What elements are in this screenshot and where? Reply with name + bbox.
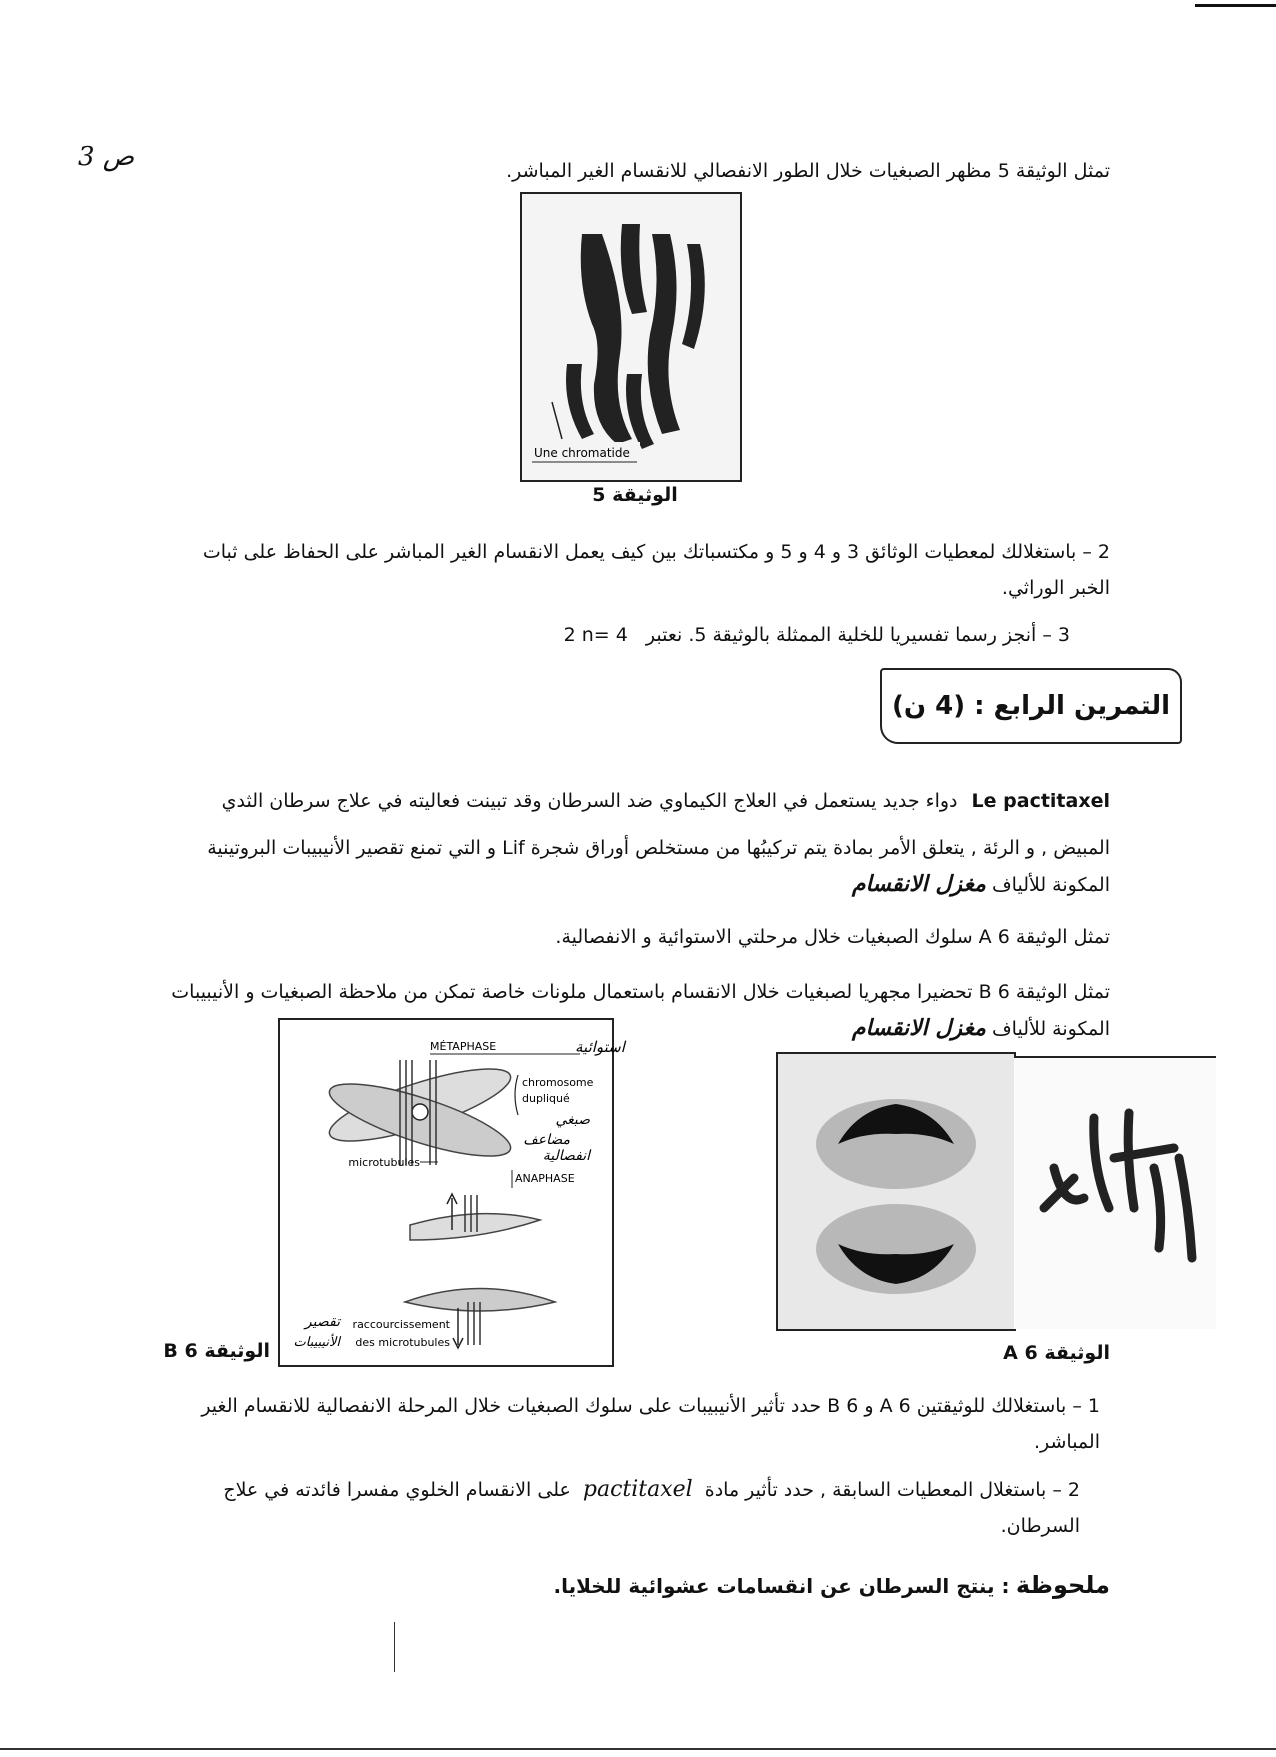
figure-6a-left-drawing <box>778 1054 1014 1329</box>
question-3-text: 3 – أنجز رسما تفسيريا للخلية الممثلة بالوثيقة 5. نعتبر <box>645 624 1070 646</box>
note-label: ملحوظة <box>1015 1571 1110 1599</box>
chromosome-ar-label-2: مضاعف <box>523 1132 570 1148</box>
duplique-label: dupliqué <box>522 1092 570 1105</box>
note <box>400 1568 1110 1603</box>
bottom-rule <box>0 1748 1276 1750</box>
doc5-intro-line: تمثل الوثيقة 5 مظهر الصبغيات خلال الطور الانفصالي للانقسام الغير المباشر. <box>506 160 1110 182</box>
chromosome-ar-label-1: صبغي <box>555 1112 590 1128</box>
question-2: 2 – باستغلالك لمعطيات الوثائق 3 و 4 و 5 و مكتسباتك بين كيف يعمل الانقسام الغير المباشر على الحفاظ على ثبات الخبر الوراثي. <box>202 541 1110 599</box>
exercise4-paragraph-2-text: المبيض , و الرئة , يتعلق الأمر بمادة يتم تركيبُها من مستخلص أوراق شجرة Lif و التي تمنع تقصير الأنيبيبات البروتينية المكونة للألياف <box>207 837 1110 896</box>
figure-6a-caption: الوثيقة 6 A <box>1003 1342 1110 1364</box>
figure-6a-right-drawing <box>1014 1058 1216 1329</box>
figure-6a-micrograph-left <box>776 1052 1016 1331</box>
figure-6b <box>278 1018 625 1367</box>
doc5-chromosome-drawing <box>522 194 740 480</box>
page-number: ص 3 <box>78 142 135 172</box>
pactitaxel-handwritten: pactitaxel <box>582 1477 693 1502</box>
figure-6a-micrograph-right <box>1014 1056 1216 1329</box>
question-3-value: 2 n= 4 <box>563 624 628 646</box>
spindle-handwritten-2: مغزل الانقسام <box>851 1015 986 1041</box>
question-6-1: 1 – باستغلالك للوثيقتين 6 A و 6 B حدد تأثير الأنيبيبات على سلوك الصبغيات خلال المرحلة الانفصالية للانقسام الغير المباشر. <box>201 1395 1100 1453</box>
pen-mark <box>394 1622 397 1672</box>
question-6-2-pre: 2 – باستغلال المعطيات السابقة , حدد تأثير مادة <box>704 1479 1080 1501</box>
exercise4-title-box <box>880 668 1182 744</box>
microtubules-label: microtubules <box>348 1156 420 1169</box>
duplicated-chromosome-shape <box>323 1055 517 1171</box>
top-rule <box>1195 4 1276 7</box>
exercise4-paragraph-1 <box>150 786 1110 816</box>
anaphase-chromatid-upper <box>410 1214 540 1240</box>
figure-6b-diagram <box>280 1020 625 1365</box>
doc5-micrograph <box>520 192 742 482</box>
exercise4-title: التمرين الرابع : (4 ن) <box>891 691 1170 721</box>
raccourcissement-label: raccourcissement <box>352 1318 450 1331</box>
exercise4-paragraph-3: تمثل الوثيقة 6 A سلوك الصبغيات خلال مرحلتي الاستوائية و الانفصالية. <box>555 926 1110 948</box>
metaphase-label: MÉTAPHASE <box>430 1040 497 1053</box>
exercise4-paragraph-4-text: تمثل الوثيقة 6 B تحضيرا مجهريا لصبغيات خلال الانقسام باستعمال ملونات خاصة تمكن من ملاحظة الصبغيات و الأنيبيبات المكونة للألياف <box>171 981 1110 1040</box>
shortening-ar-label-1: تقصير <box>304 1314 340 1330</box>
note-text: : ينتج السرطان عن انقسامات عشوائية للخلايا. <box>553 1574 1010 1598</box>
question-3 <box>550 620 1070 650</box>
anaphase-label: ANAPHASE <box>515 1172 575 1185</box>
doc5-chromatide-label: Une chromatide <box>534 446 630 460</box>
shortening-ar-label-2: الأنيبيبات <box>293 1335 340 1350</box>
doc5-caption: الوثيقة 5 <box>592 484 678 506</box>
exercise4-paragraph-1-text: دواء جديد يستعمل في العلاج الكيماوي ضد السرطان وقد تبينت فعاليته في علاج سرطان الثدي <box>221 790 958 812</box>
exercise4-paragraph-2 <box>150 830 1110 903</box>
spindle-handwritten-1: مغزل الانقسام <box>851 871 986 897</box>
metaphase-ar-label: استوائية <box>575 1038 625 1056</box>
figure-6b-caption: الوثيقة 6 B <box>163 1340 270 1362</box>
question-6-2-post: على الانقسام الخلوي مفسرا فائدته في علاج السرطان. <box>223 1479 1080 1537</box>
chromosome-label: chromosome <box>522 1076 594 1089</box>
anaphase-ar-label: انفصالية <box>542 1148 590 1164</box>
question-6-2 <box>180 1472 1080 1544</box>
des-microtubules-label: des microtubules <box>355 1336 450 1349</box>
pactitaxel-term: Le pactitaxel <box>971 790 1110 812</box>
